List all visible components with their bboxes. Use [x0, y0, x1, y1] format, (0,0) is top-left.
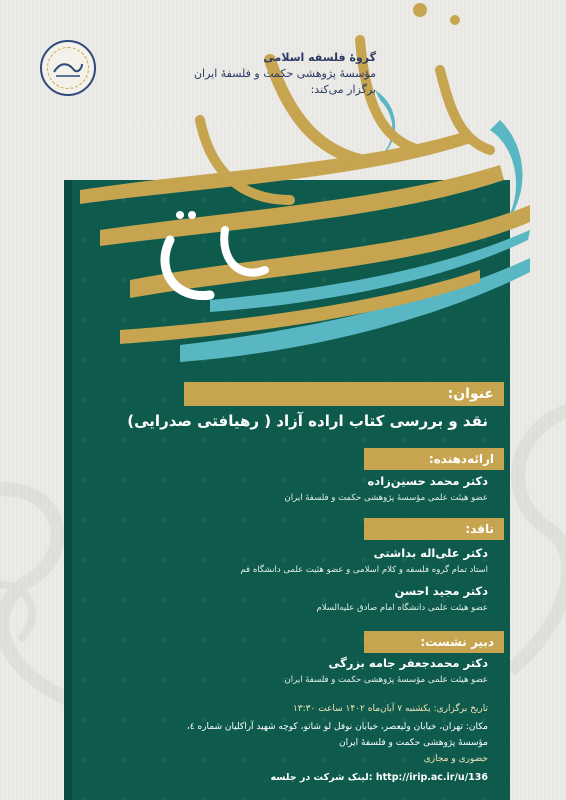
event-date: تاریخ برگزاری: یکشنبه ۷ آبان‌ماه ۱۴۰۲ ساعت ۱۳:۳۰ [292, 704, 488, 714]
organizer-group: گروهٔ فلسفه اسلامی [263, 51, 376, 64]
presenter-affiliation: عضو هیئت علمی مؤسسهٔ پژوهشی حکمت و فلسفهٔ ایران [284, 493, 488, 503]
critic-name: دکتر مجید احسن [394, 584, 488, 598]
organizer-hosts: برگزار می‌کند: [310, 83, 376, 96]
event-link-label: لینک شرکت در جلسه: [270, 772, 373, 783]
critics-label: ناقد: [364, 518, 504, 540]
critic-affiliation: استاد تمام گروه فلسفه و کلام اسلامی و عضو هئیت علمی دانشگاه قم [240, 565, 488, 575]
critic-affiliation: عضو هیئت علمی دانشگاه امام صادق علیه‌السلام [316, 603, 488, 613]
institute-seal-icon [52, 58, 84, 78]
institute-logo [40, 40, 96, 96]
secretary-affiliation: عضو هیئت علمی مؤسسهٔ پژوهشی حکمت و فلسفهٔ ایران [284, 675, 488, 685]
presenter-name: دکتر محمد حسین‌زاده [367, 474, 488, 488]
session-title: نقد و بررسی کتاب اراده آزاد ( رهیافتی صدرایی) [127, 412, 488, 430]
event-mode: حضوری و مجازی [423, 754, 488, 764]
event-location-institute: مؤسسهٔ پژوهشی حکمت و فلسفهٔ ایران [339, 738, 488, 748]
event-link-url[interactable]: http://irip.ac.ir/u/136 [375, 772, 488, 783]
event-link[interactable] [270, 772, 488, 783]
title-label: عنوان: [184, 382, 504, 406]
critic-name: دکتر علی‌اله بداشتی [373, 546, 488, 560]
secretary-name: دکتر محمدجعفر جامه بزرگی [328, 656, 488, 670]
secretary-label: دبیر نشست: [364, 631, 504, 653]
organizer-header [194, 50, 376, 98]
organizer-institute: مؤسسهٔ پژوهشی حکمت و فلسفهٔ ایران [193, 67, 376, 80]
event-location: مکان: تهران، خیابان ولیعصر، خیابان نوفل لو شاتو، کوچه شهید آراکلیان شماره ٤، [186, 722, 488, 732]
presenter-label: ارائه‌دهنده: [364, 448, 504, 470]
